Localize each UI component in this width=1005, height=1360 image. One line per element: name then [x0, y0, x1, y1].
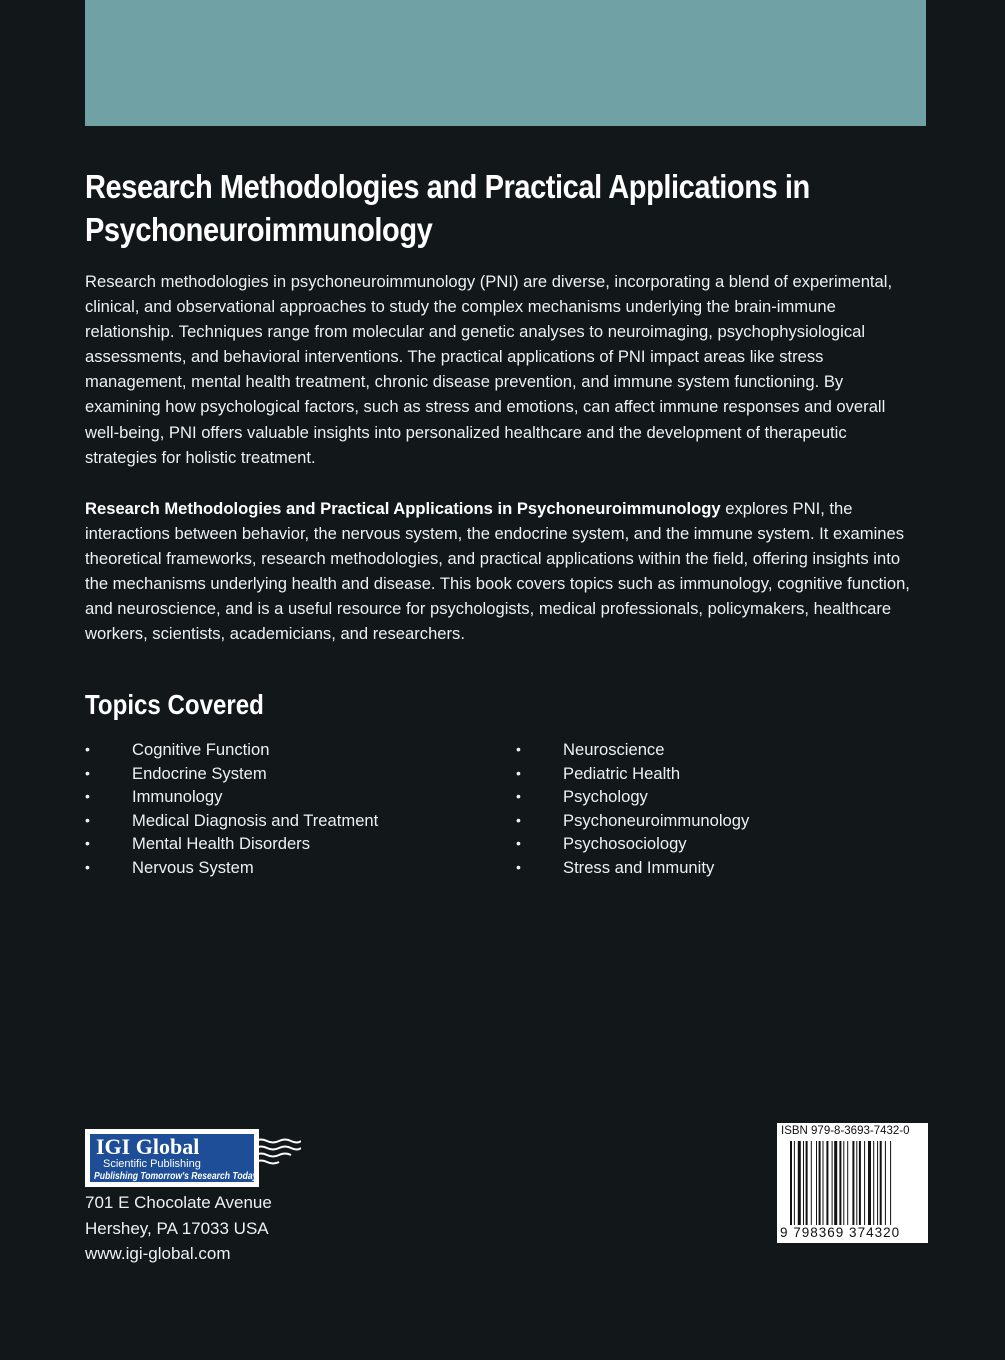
barcode-bar — [826, 1141, 828, 1225]
publisher-website: www.igi-global.com — [85, 1244, 231, 1263]
bullet-icon: • — [516, 741, 521, 757]
barcode-bar — [873, 1141, 874, 1225]
publisher-logo — [85, 1129, 301, 1191]
barcode-bar — [864, 1141, 865, 1225]
bullet-icon: • — [516, 858, 521, 875]
bullet-icon: • — [85, 764, 90, 781]
address-city: Hershey, PA 17033 USA — [85, 1218, 269, 1238]
description-book-title: Research Methodologies and Practical Applications in Psychoneuroimmunology — [85, 499, 721, 518]
description-paragraph-1: Research methodologies in psychoneuroimmunology (PNI) are diverse, incorporating a blend of experimental, clinical, and observational approaches to study the complex mechanisms underlying the brain-immune relationship. Techniques range from molecular and genetic analyses to neuroimaging, psychophysiological assessments, and behavioral interventions. The practical applications of PNI impact areas like stress management, mental health treatment, chronic disease prevention, and immune system functioning. By examining how psychological factors, such as stress and emotions, can affect immune responses and overall well-being, PNI offers valuable insights into personalized healthcare and the development of therapeutic strategies for holistic treatment. — [85, 272, 893, 467]
topic-label: Immunology — [132, 787, 223, 807]
bullet-icon: • — [85, 741, 90, 757]
bullet-icon: • — [516, 811, 521, 828]
logo-subtitle: Scientific Publishing — [103, 1158, 201, 1170]
wave-lines-icon — [255, 1137, 301, 1167]
logo-frame — [85, 1129, 259, 1187]
logo-name: IGI Global — [96, 1134, 200, 1159]
barcode-digits: 9 798369 374320 — [780, 1225, 901, 1240]
barcode-bar — [847, 1141, 848, 1225]
topic-label: Psychoneuroimmunology — [563, 810, 750, 830]
isbn-label: ISBN 979-8-3693-7432-0 — [781, 1125, 910, 1137]
topic-label: Psychosociology — [563, 834, 687, 854]
topic-label: Psychology — [563, 787, 648, 807]
topic-label: Medical Diagnosis and Treatment — [132, 810, 379, 830]
book-title: Research Methodologies and Practical Applications in Psychoneuroimmunology — [85, 168, 810, 248]
address-street: 701 E Chocolate Avenue — [85, 1193, 272, 1212]
description-paragraph-2-text: explores PNI, the interactions between behavior, the nervous system, the endocrine system, and the immune system. It examines theoretical frameworks, research methodologies, and practical applications within the field, offering insights into the mechanisms underlying health and disease. This book covers topics such as immunology, cognitive function, and neuroscience, and is a useful resource for psychologists, medical professionals, policymakers, healthcare workers, scientists, academicians, and researchers. — [85, 499, 910, 644]
topic-label: Nervous System — [132, 857, 254, 877]
barcode-bar — [890, 1141, 891, 1225]
barcode-bar — [880, 1141, 882, 1225]
barcode-bar — [798, 1141, 801, 1225]
barcode-bar — [823, 1141, 824, 1225]
topic-label: Stress and Immunity — [563, 857, 715, 877]
barcode-bar — [877, 1141, 878, 1225]
bullet-icon: • — [85, 858, 90, 875]
isbn-barcode-block — [777, 1123, 928, 1243]
barcode-bar — [803, 1141, 804, 1225]
barcode-bar — [852, 1141, 854, 1225]
barcode-bar — [816, 1141, 817, 1225]
publisher-address — [85, 1190, 272, 1267]
barcode-bar — [790, 1141, 792, 1225]
barcode-bar — [819, 1141, 821, 1225]
bullet-icon: • — [85, 788, 90, 805]
logo-panel — [90, 1134, 258, 1182]
barcode-bar — [868, 1141, 871, 1225]
bullet-icon: • — [85, 811, 90, 828]
logo-tagline: Publishing Tomorrow's Research Today — [94, 1171, 258, 1182]
bullet-icon: • — [85, 835, 90, 852]
barcode-bar — [794, 1141, 795, 1225]
barcode-bar — [832, 1141, 833, 1225]
barcode-icon — [790, 1141, 915, 1225]
barcode-bar — [839, 1141, 841, 1225]
topic-label: Endocrine System — [132, 763, 267, 783]
barcode-bar — [859, 1141, 861, 1225]
barcode-bar — [811, 1141, 812, 1225]
bullet-icon: • — [516, 835, 521, 852]
topic-label: Cognitive Function — [132, 740, 270, 759]
top-color-band — [85, 0, 926, 126]
barcode-bar — [834, 1141, 837, 1225]
bullet-icon: • — [516, 764, 521, 781]
topic-label: Pediatric Health — [563, 763, 681, 783]
barcode-bar — [856, 1141, 857, 1225]
barcode-bar — [843, 1141, 844, 1225]
barcode-bar — [885, 1141, 886, 1225]
bullet-icon: • — [516, 788, 521, 805]
description-paragraph-2 — [85, 496, 915, 647]
topics-heading: Topics Covered — [85, 689, 264, 720]
topic-label: Neuroscience — [563, 740, 665, 759]
topic-label: Mental Health Disorders — [132, 834, 310, 854]
barcode-bar — [806, 1141, 808, 1225]
